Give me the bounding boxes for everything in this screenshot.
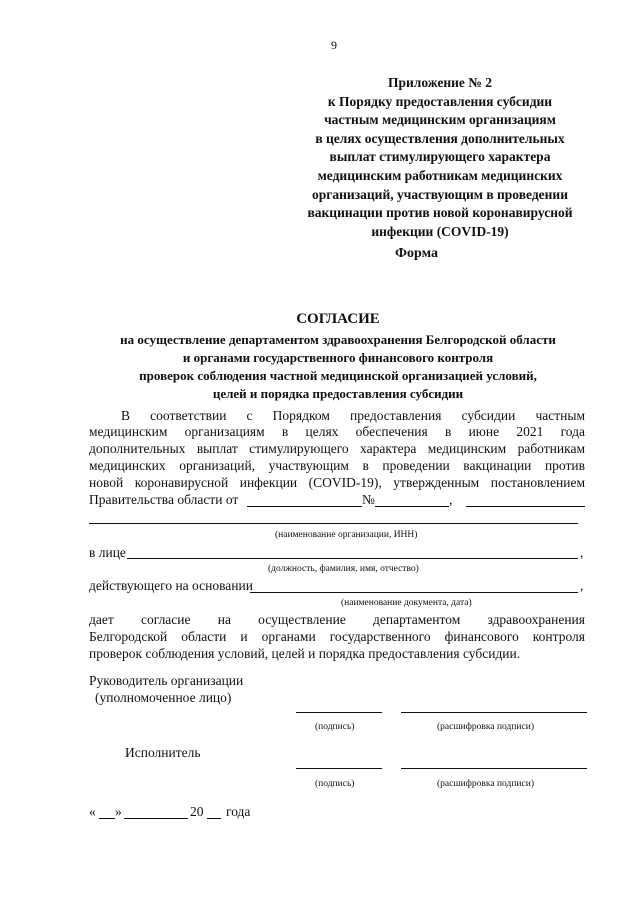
date-open-quote: « (89, 804, 96, 819)
decree-comma: , (449, 492, 453, 507)
caption-signature: (подпись) (315, 722, 355, 732)
person-field[interactable] (127, 558, 578, 559)
intro-line: медицинских организаций, участвующим в проведении вакцинации против (89, 458, 585, 473)
date-close-quote: » (115, 804, 122, 819)
caption-signature: (подпись) (315, 779, 355, 789)
subtitle-line: целей и порядка предоставления субсидии (212, 386, 464, 401)
caption-signature-decode: (расшифровка подписи) (437, 779, 534, 789)
consent-line: дает согласие на осуществление департаментом здравоохранения (89, 612, 585, 627)
intro-line: медицинским организациям в целях обеспечения в июне 2021 года (89, 424, 585, 439)
subtitle-line: проверок соблюдения частной медицинской организацией условий, (139, 368, 537, 383)
appendix-header (250, 74, 630, 241)
person-comma: , (580, 545, 584, 560)
appendix-line: организаций, участвующим в проведении (312, 186, 568, 202)
date-year-field[interactable] (207, 818, 221, 819)
page-number: 9 (331, 38, 337, 52)
basis-comma: , (580, 578, 584, 593)
document-title: СОГЛАСИЕ (296, 311, 380, 327)
acting-basis-label: действующего на основании (89, 578, 253, 593)
head-label: Руководитель организации (89, 673, 244, 688)
decree-date-field[interactable] (247, 506, 362, 507)
appendix-line: частным медицинским организациям (324, 112, 556, 128)
appendix-line: к Порядку предоставления субсидии (327, 93, 553, 109)
number-sign: № (362, 492, 375, 507)
intro-line: В соответствии с Порядком предоставления субсидии частным (121, 408, 585, 423)
appendix-line: медицинским работникам медицинских (317, 167, 563, 183)
appendix-line: Приложение № 2 (388, 75, 492, 90)
head-signature-field[interactable] (296, 712, 382, 713)
appendix-line: вакцинации против новой коронавирусной (307, 205, 573, 221)
authorized-person-label: (уполномоченное лицо) (95, 690, 232, 705)
document-subtitle (70, 331, 606, 403)
gov-decree-prefix: Правительства области от (89, 492, 239, 507)
appendix-line: в целях осуществления дополнительных (315, 130, 565, 146)
executor-signature-field[interactable] (296, 768, 382, 769)
appendix-line: инфекции (COVID-19) (371, 223, 509, 239)
intro-line: дополнительных выплат стимулирующего характера медицинским работникам (89, 441, 585, 456)
caption-document: (наименование документа, дата) (341, 598, 472, 608)
date-year-suffix: года (226, 804, 251, 819)
date-month-field[interactable] (124, 818, 188, 819)
basis-document-field[interactable] (250, 592, 578, 593)
subtitle-line: на осуществление департаментом здравоохранения Белгородской области (120, 332, 556, 347)
caption-person: (должность, фамилия, имя, отчество) (268, 564, 419, 574)
consent-line: проверок соблюдения условий, целей и порядка предоставления субсидии. (89, 646, 521, 661)
organization-field[interactable] (89, 523, 578, 524)
head-decode-field[interactable] (401, 712, 587, 713)
date-day-field[interactable] (99, 818, 115, 819)
in-person-label: в лице (89, 545, 126, 560)
executor-decode-field[interactable] (401, 768, 587, 769)
caption-signature-decode: (расшифровка подписи) (437, 722, 534, 732)
intro-line: новой коронавирусной инфекции (COVID-19), утвержденным постановлением (89, 475, 585, 490)
date-year-prefix: 20 (190, 804, 204, 819)
consent-line: Белгородской области и органами государственного финансового контроля (89, 629, 585, 644)
appendix-line: выплат стимулирующего характера (329, 149, 551, 165)
executor-label: Исполнитель (125, 745, 201, 760)
form-label: Форма (395, 246, 439, 261)
decree-number-field[interactable] (375, 506, 449, 507)
decree-extra-field[interactable] (466, 506, 585, 507)
subtitle-line: и органами государственного финансового контроля (182, 350, 494, 365)
caption-organization: (наименование организации, ИНН) (275, 530, 418, 540)
